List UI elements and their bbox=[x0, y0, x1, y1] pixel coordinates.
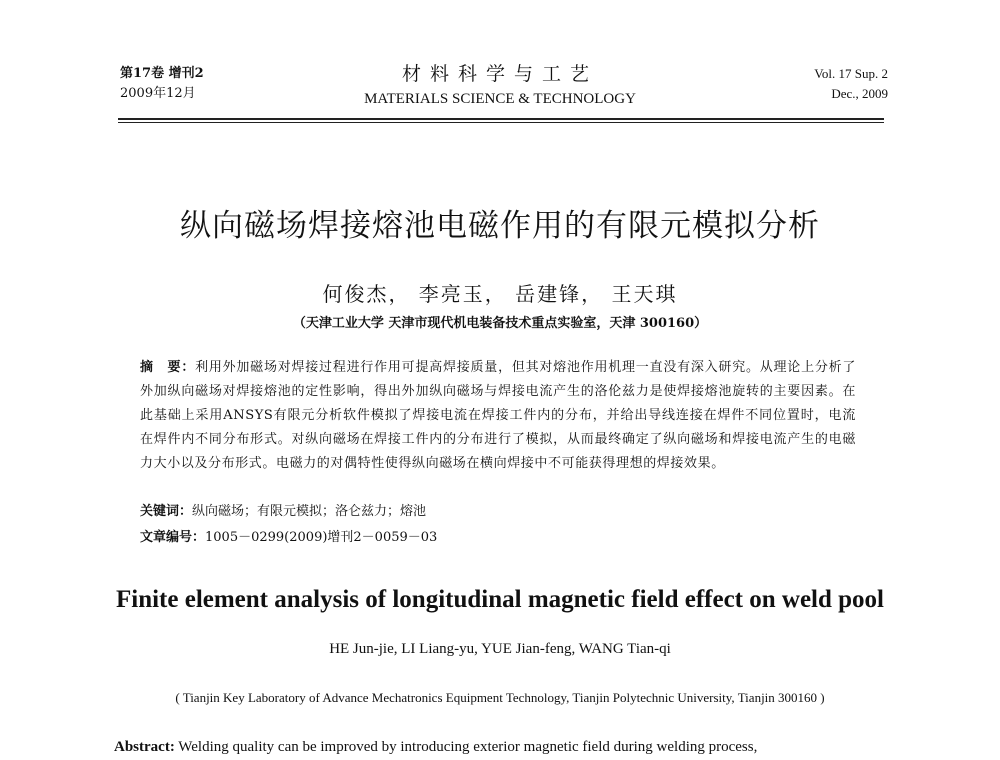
authors-en: HE Jun-jie, LI Liang-yu, YUE Jian-feng, WANG Tian-qi bbox=[329, 641, 671, 657]
volume-cn: 第17卷 增刊2 bbox=[120, 66, 204, 81]
affiliation-en: ( Tianjin Key Laboratory of Advance Mechatronics Equipment Technology, Tianjin Polytechnic University, Tianjin 300160 ) bbox=[175, 690, 825, 705]
header-left bbox=[120, 64, 204, 104]
header-right bbox=[814, 64, 888, 104]
date-cn: 2009年12月 bbox=[120, 86, 196, 101]
paper-title-en: Finite element analysis of longitudinal magnetic field effect on weld pool bbox=[115, 586, 884, 613]
abstract-cn-label: 摘 要： bbox=[140, 360, 196, 375]
keywords-cn-text: 纵向磁场；有限元模拟；洛仑兹力；熔池 bbox=[192, 504, 427, 519]
abstract-cn bbox=[140, 356, 856, 476]
authors-cn: 何俊杰， 李亮玉， 岳建锋， 王天琪 bbox=[322, 282, 678, 306]
header-rule-thick bbox=[118, 118, 884, 120]
abstract-en-text: Welding quality can be improved by introducing exterior magnetic field during welding process, bbox=[174, 739, 758, 755]
journal-title-cn: 材料科学与工艺 bbox=[401, 63, 598, 85]
article-number-cn bbox=[140, 527, 856, 549]
abstract-cn-text: 利用外加磁场对焊接过程进行作用可提高焊接质量，但其对熔池作用机理一直没有深入研究。从理论上分析了外加纵向磁场对焊接熔池的定性影响，得出外加纵向磁场与焊接电流产生的洛伦兹力是使焊接熔池旋转的主要因素。在此基础上采用ANSYS有限元分析软件模拟了焊接电流在焊接工件内的分布，并给出导线连接在焊件不同位置时，电流在焊件内不同分布形式。对纵向磁场在焊接工件内的分布进行了模拟，从而最终确定了纵向磁场和焊接电流产生的电磁力大小以及分布形式。电磁力的对偶特性使得纵向磁场在横向焊接中不可能获得理想的焊接效果。 bbox=[140, 360, 856, 471]
date-en: Dec., 2009 bbox=[831, 86, 888, 101]
abstract-en bbox=[114, 736, 894, 758]
abstract-en-label: Abstract: bbox=[114, 739, 175, 755]
article-number-text: 1005－0299(2009)增刊2－0059－03 bbox=[205, 530, 438, 545]
paper-title-cn: 纵向磁场焊接熔池电磁作用的有限元模拟分析 bbox=[180, 208, 820, 244]
article-number-label: 文章编号： bbox=[140, 530, 206, 545]
header-center bbox=[300, 60, 700, 110]
header-rule-thin bbox=[118, 122, 884, 123]
keywords-cn-label: 关键词： bbox=[140, 504, 193, 519]
keywords-cn bbox=[140, 501, 856, 523]
journal-title-en: MATERIALS SCIENCE & TECHNOLOGY bbox=[364, 91, 636, 107]
affiliation-cn: （天津工业大学 天津市现代机电装备技术重点实验室，天津 300160） bbox=[292, 316, 708, 331]
volume-en: Vol. 17 Sup. 2 bbox=[814, 66, 888, 81]
